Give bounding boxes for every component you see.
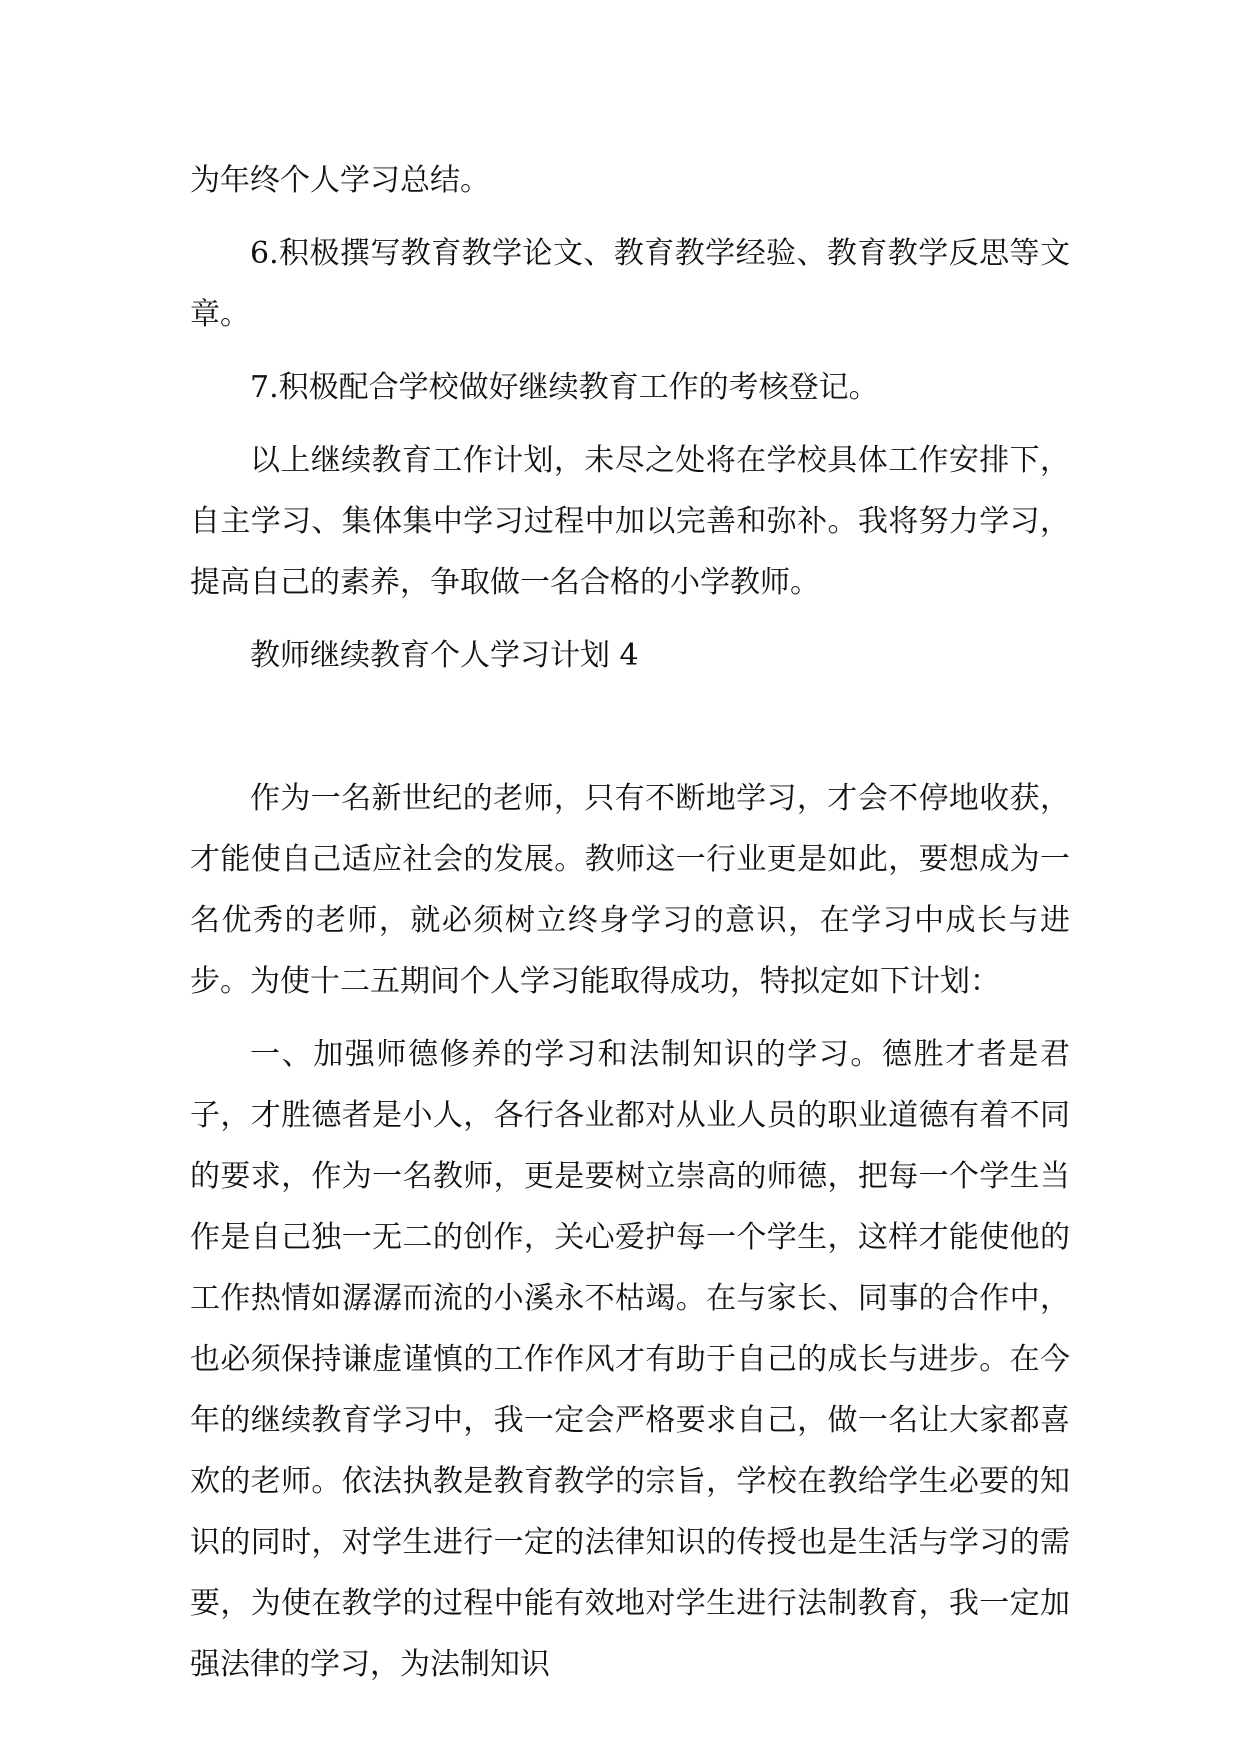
paragraph-summary: 以上继续教育工作计划，未尽之处将在学校具体工作安排下，自主学习、集体集中学习过程中加以完善和弥补。我将努力学习，提高自己的素养，争取做一名合格的小学教师。 bbox=[190, 443, 1070, 600]
paragraph-point-1: 一、加强师德修养的学习和法制知识的学习。德胜才者是君子，才胜德者是小人，各行各业都对从业人员的职业道德有着不同的要求，作为一名教师，更是要树立崇高的师德，把每一个学生当作是自己独一无二的创作，关心爱护每一个学生，这样才能使他的工作热情如潺潺而流的小溪永不枯竭。在与家长、同事的合作中，也必须保持谦虚谨慎的工作作风才有助于自己的成长与进步。在今年的继续教育学习中，我一定会严格要求自己，做一名让大家都喜欢的老师。依法执教是教育教学的宗旨，学校在教给学生必要的知识的同时，对学生进行一定的法律知识的传授也是生活与学习的需要，为使在教学的过程中能有效地对学生进行法制教育，我一定加强法律的学习，为法制知识 bbox=[190, 1037, 1070, 1682]
paragraph-item-7: 7.积极配合学校做好继续教育工作的考核登记。 bbox=[250, 370, 879, 405]
paragraph-continuation: 为年终个人学习总结。 bbox=[190, 163, 490, 198]
document-body bbox=[190, 150, 1070, 1707]
paragraph-intro: 作为一名新世纪的老师，只有不断地学习，才会不停地收获，才能使自己适应社会的发展。教师这一行业更是如此，要想成为一名优秀的老师，就必须树立终身学习的意识，在学习中成长与进步。为使十二五期间个人学习能取得成功，特拟定如下计划： bbox=[190, 781, 1070, 999]
section-title: 教师继续教育个人学习计划 4 bbox=[250, 638, 639, 673]
paragraph-item-6: 6.积极撰写教育教学论文、教育教学经验、教育教学反思等文章。 bbox=[190, 236, 1070, 332]
